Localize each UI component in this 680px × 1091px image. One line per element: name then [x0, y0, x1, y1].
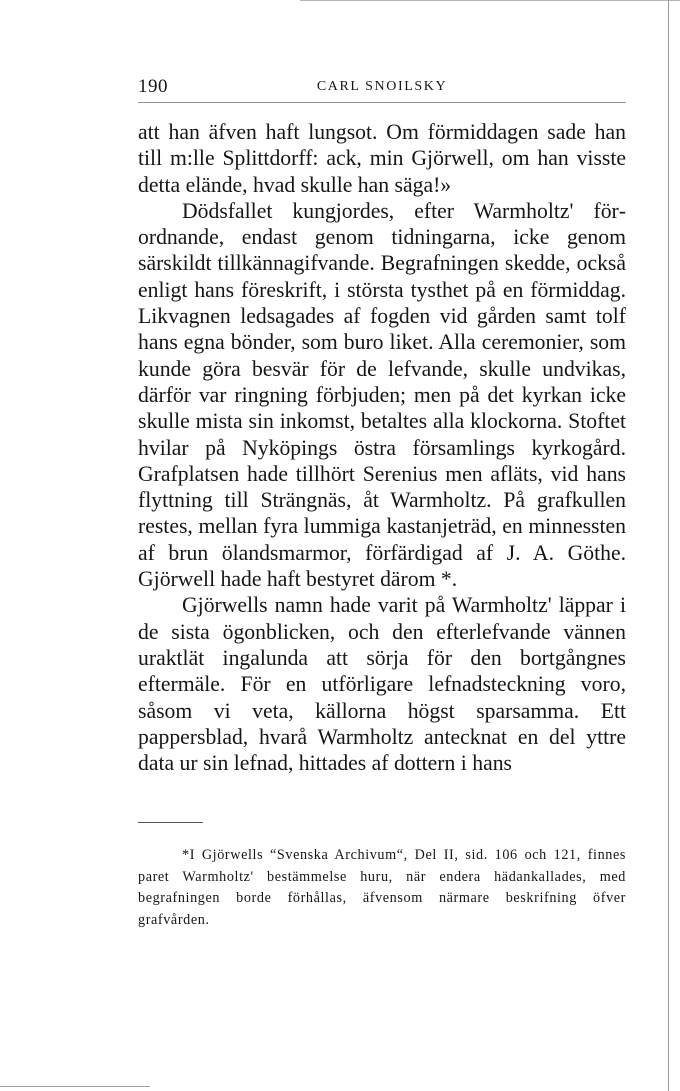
paragraph-burial: Dödsfallet kungjordes, efter Warmholtz' förordnande, endast genom tidningarna, icke genom särskildt tillkännagifvande. Begrafningen skedde, också enligt hans föreskrift, i största tysthet på en förmiddag. Likvagnen ledsagades af fogden vid gården samt tolf hans egna bönder, som buro liket. Alla ceremonier, som kunde göra besvär för de lefvande, skulle undvikas, därför var ringning förbjuden; men på det kyrkan icke skulle mista sin inkomst, betaltes alla klockorna. Stoftet hvilar på Nyköpings östra församlings kyrkogård. Grafplatsen hade tillhört Serenius men afläts, vid hans flyttning till Strängnäs, åt Warmholtz. På grafkullen restes, mellan fyra lummiga kastanjeträd, en minnessten af brun ölandsmarmor, förfärdigad af J. A. Göthe. Gjörwell hade haft bestyret därom *.	[138, 198, 626, 592]
paragraph-gjorwell: Gjörwells namn hade varit på Warmholtz' läppar i de sista ögonblicken, och den efterlefvande vännen uraktlät ingalunda att sörja för den bortgångnes eftermäle. För en utförligare lefnadsteckning voro, såsom vi veta, källorna högst sparsamma. Ett pappersblad, hvarå Warmholtz antecknat en del yttre data ur sin lefnad, hittades af dottern i hans	[138, 593, 626, 776]
scan-edge-top	[300, 0, 680, 1]
header-rule	[138, 102, 626, 103]
page-header	[138, 76, 626, 98]
scan-edge-right	[668, 0, 669, 1091]
body-text	[138, 119, 626, 776]
running-head: CARL SNOILSKY	[316, 79, 448, 94]
footnote-rule	[138, 822, 203, 823]
scan-edge-bottom	[0, 1086, 150, 1087]
paragraph-continued: att han äfven haft lungsot. Om förmiddagen sade han till m:lle Splittdorff: ack, min Gjörwell, om han visste detta elände, hvad skulle han säga!»	[138, 120, 626, 197]
page-number: 190	[138, 76, 168, 97]
footnote: *I Gjörwells “Svenska Archivum“, Del II, sid. 106 och 121, finnes paret Warmholtz' bestämmelse huru, när endera hädankallades, med begrafningen borde förhållas, äfvensom närmare beskrifning öfver grafvården.	[138, 847, 626, 928]
